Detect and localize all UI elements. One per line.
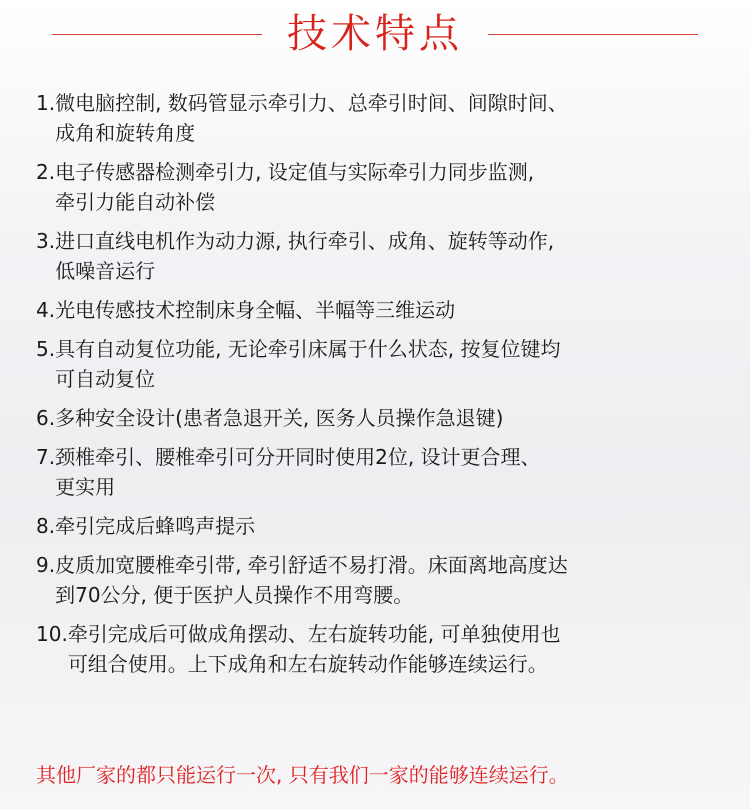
list-item-text (55, 334, 736, 394)
list-item-line: 更实用 (55, 475, 116, 499)
list-item (36, 295, 736, 325)
list-item-text (55, 442, 736, 502)
list-item-line: 光电传感技术控制床身全幅、半幅等三维运动 (55, 298, 456, 322)
list-item (36, 226, 736, 286)
list-item-line: 皮质加宽腰椎牵引带, 牵引舒适不易打滑。床面离地高度达 (55, 553, 568, 577)
title-rule-right (488, 34, 698, 35)
list-item-line: 牵引完成后可做成角摆动、左右旋转功能, 可单独使用也 (67, 622, 561, 646)
list-item-line: 可自动复位 (55, 367, 156, 391)
list-item-number: 1. (36, 91, 56, 115)
list-item-number: 10. (36, 622, 68, 646)
list-item-number: 7. (36, 445, 56, 469)
list-item (36, 334, 736, 394)
list-item (36, 550, 736, 610)
list-item-line: 成角和旋转角度 (55, 121, 196, 145)
list-item-line: 具有自动复位功能, 无论牵引床属于什么状态, 按复位键均 (55, 337, 561, 361)
header (0, 0, 750, 70)
list-item-text (55, 511, 736, 541)
list-item-text (55, 226, 736, 286)
footer-note: 其他厂家的都只能运行一次, 只有我们一家的能够连续运行。 (36, 763, 569, 787)
list-item-line: 颈椎牵引、腰椎牵引可分开同时使用2位, 设计更合理、 (55, 445, 541, 469)
list-item-text (55, 403, 736, 433)
list-item-line: 牵引力能自动补偿 (55, 190, 216, 214)
list-item-text (55, 157, 736, 217)
list-item (36, 442, 736, 502)
list-item-text (55, 550, 736, 610)
list-item-text (55, 88, 736, 148)
list-item (36, 511, 736, 541)
list-item-number: 6. (36, 406, 56, 430)
list-item-line: 电子传感器检测牵引力, 设定值与实际牵引力同步监测, (55, 160, 535, 184)
list-item (36, 403, 736, 433)
list-item (36, 88, 736, 148)
list-item-line: 低噪音运行 (55, 259, 156, 283)
list-item-number: 4. (36, 298, 56, 322)
list-item-line: 微电脑控制, 数码管显示牵引力、总牵引时间、间隙时间、 (55, 91, 568, 115)
list-item (36, 619, 736, 679)
list-item-line: 牵引完成后蜂鸣声提示 (55, 514, 256, 538)
feature-list (36, 88, 736, 688)
list-item-number: 5. (36, 337, 56, 361)
list-item-line: 多种安全设计(患者急退开关, 医务人员操作急退键) (55, 406, 504, 430)
list-item-number: 3. (36, 229, 56, 253)
list-item-text (68, 619, 736, 679)
list-item-line: 可组合使用。上下成角和左右旋转动作能够连续运行。 (67, 652, 548, 676)
list-item-number: 9. (36, 553, 56, 577)
page-title: 技术特点 (287, 11, 463, 57)
list-item-number: 8. (36, 514, 56, 538)
list-item-text (55, 295, 736, 325)
list-item-line: 进口直线电机作为动力源, 执行牵引、成角、旋转等动作, (55, 229, 555, 253)
list-item-number: 2. (36, 160, 56, 184)
list-item (36, 157, 736, 217)
list-item-line: 到70公分, 便于医护人员操作不用弯腰。 (55, 583, 414, 607)
